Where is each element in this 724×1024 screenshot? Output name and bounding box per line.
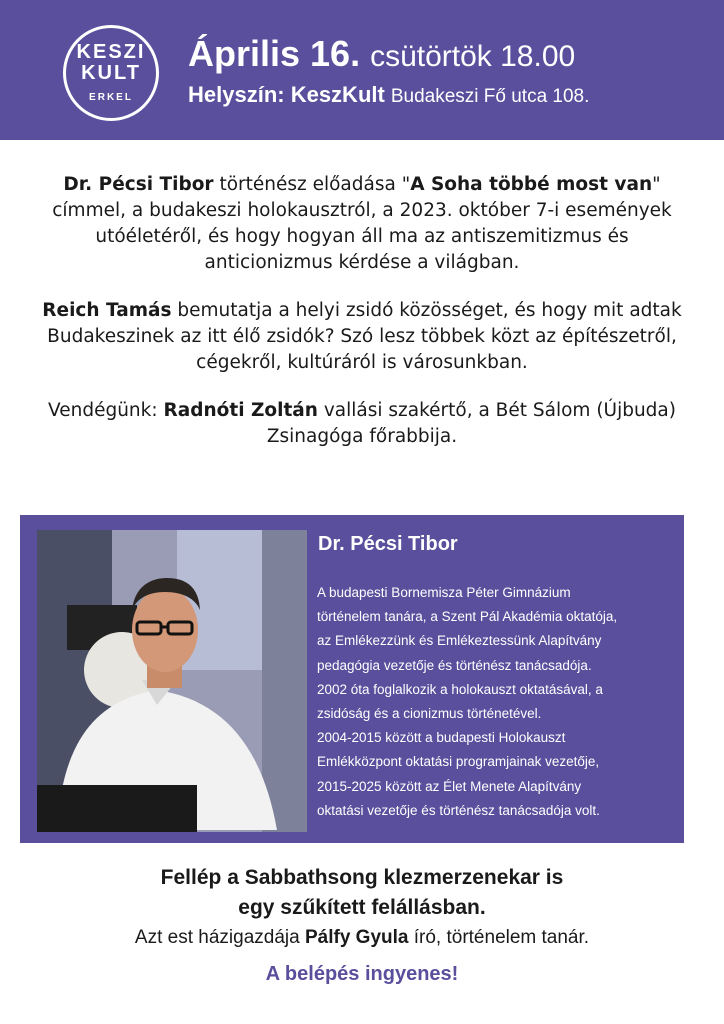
bio-line: az Emlékezzünk és Emlékeztessünk Alapítvány <box>317 633 602 649</box>
event-venue-line <box>188 82 589 108</box>
community-paragraph <box>30 298 694 376</box>
footer-info <box>30 863 694 986</box>
second-speaker-name: Reich Tamás <box>42 300 172 321</box>
event-date: Április 16. <box>188 33 361 74</box>
event-description <box>30 172 694 472</box>
bio-line: zsidóság és a cionizmus történetével. <box>317 706 542 722</box>
venue-address: Budakeszi Fő utca 108. <box>390 86 590 107</box>
bio-line: Emlékközpont oktatási programjainak vezetője, <box>317 754 600 770</box>
venue-label: Helyszín: KeszKult <box>188 82 385 107</box>
event-weekday-time: csütörtök 18.00 <box>370 40 576 73</box>
speaker-name: Dr. Pécsi Tibor <box>63 174 214 195</box>
event-date-line <box>188 33 575 75</box>
band-line-1: Fellép a Sabbathsong klezmerzenekar is <box>160 866 564 889</box>
lecture-paragraph <box>30 172 694 276</box>
bio-text <box>317 581 667 823</box>
lecture-title: A Soha többé most van <box>410 174 653 195</box>
guest-lead: Vendégünk: <box>48 400 164 421</box>
guest-paragraph <box>30 398 694 450</box>
guest-text: vallási szakértő, a Bét Sálom (Újbuda) Zsinagóga főrabbija. <box>266 400 676 447</box>
speaker-bio-panel <box>20 515 684 843</box>
logo-line-3: ERKEL <box>89 92 133 103</box>
bio-title: Dr. Pécsi Tibor <box>318 533 458 555</box>
bio-line: történelem tanára, a Szent Pál Akadémia oktatója, <box>317 609 618 625</box>
lecture-text-1: történész előadása " <box>213 174 411 195</box>
keszikult-logo <box>63 25 159 121</box>
bio-line: 2002 óta foglalkozik a holokauszt oktatásával, a <box>317 681 603 697</box>
logo-line-2: KULT <box>81 62 141 84</box>
host-lead: Azt est házigazdája <box>134 927 305 948</box>
header-banner <box>0 0 724 140</box>
bio-line: 2015-2025 között az Élet Menete Alapítvány <box>317 778 582 794</box>
bio-line: A budapesti Bornemisza Péter Gimnázium <box>317 585 571 600</box>
admission-note: A belépés ingyenes! <box>265 963 459 985</box>
band-line-2: egy szűkített felállásban. <box>238 896 486 919</box>
host-name: Pálfy Gyula <box>304 927 409 948</box>
community-text: bemutatja a helyi zsidó közösséget, és hogy mit adtak Budakeszinek az itt élő zsidók? Szó lesz többek közt az építészetről, cégekről, kultúráról is városunkban. <box>47 300 682 373</box>
lecture-text-2: " címmel, a budakeszi holokausztról, a 2023. október 7-i események utóéletéről, és hogy hogyan áll ma az antiszemitizmus és anticionizmus kérdése a világban. <box>52 174 672 273</box>
host-line <box>30 923 694 953</box>
host-role: író, történelem tanár. <box>408 927 590 948</box>
speaker-photo <box>37 530 307 832</box>
bio-line: pedagógia vezetője és történész tanácsadója. <box>317 657 592 673</box>
logo-line-1: KESZI <box>76 41 146 63</box>
bio-line: 2004-2015 között a budapesti Holokauszt <box>317 730 566 746</box>
guest-name: Radnóti Zoltán <box>163 400 318 421</box>
bio-line: oktatási vezetője és történész tanácsadója volt. <box>317 802 600 818</box>
